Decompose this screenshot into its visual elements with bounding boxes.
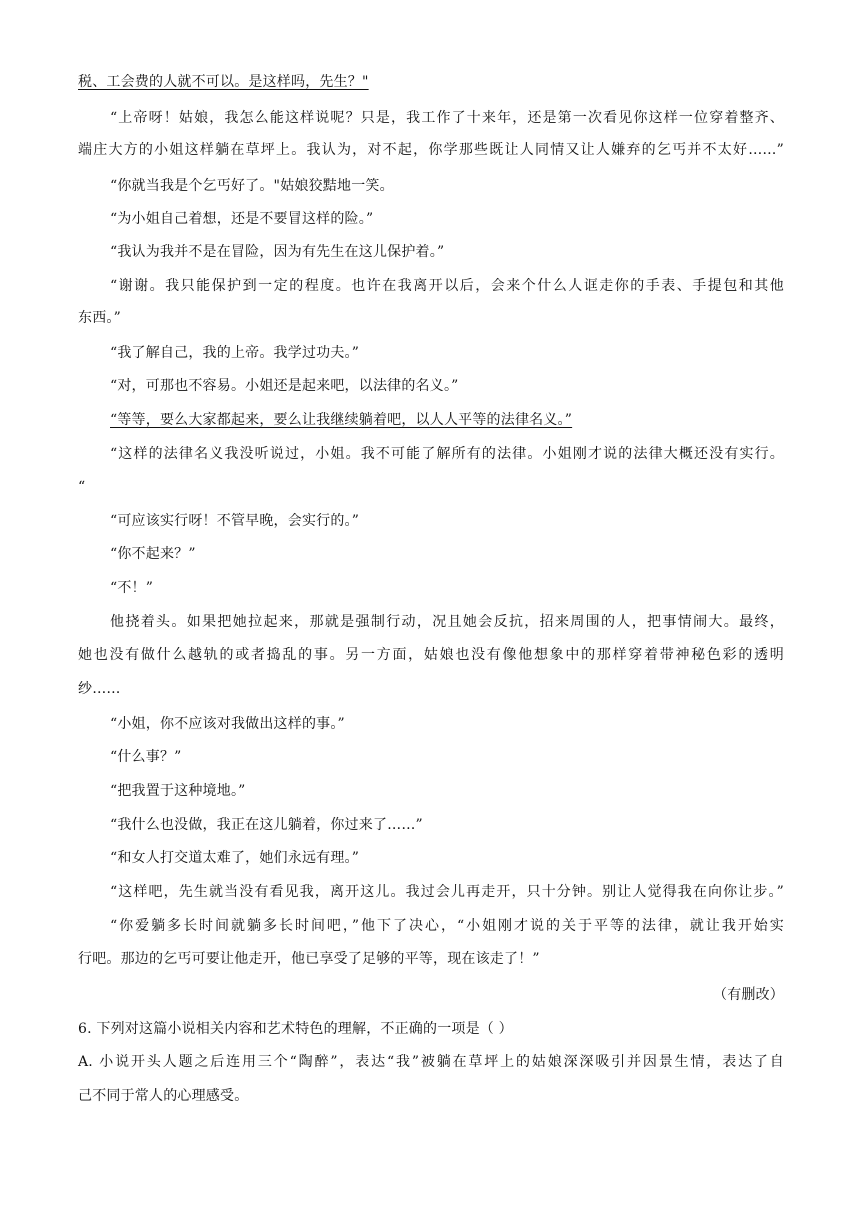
option-a-line-1: A. 小说开头人题之后连用三个“陶醉”，表达“我”被躺在草坪上的姑娘深深吸引并因景生情，表达了自 [78,1054,784,1070]
text-line-8: 东西。” [78,310,121,326]
text-line-18: 她也没有做什么越轨的或者捣乱的事。另一方面，姑娘也没有像他想象中的那样穿着带神秘色彩的透明 [78,647,784,663]
text-line-17: 他挠着头。如果把她拉起来，那就是强制行动，况且她会反抗，招来周围的人，把事情闹大。最终， [110,614,784,630]
text-line-2: “上帝呀！姑娘，我怎么能这样说呢？只是，我工作了十来年，还是第一次看见你这样一位穿着整齐、 [110,110,784,126]
text-line-6: “我认为我并不是在冒险，因为有先生在这儿保护着。” [110,244,445,260]
text-line-26: “你爱躺多长时间就躺多长时间吧，”他下了决心，“小姐刚才说的关于平等的法律，就让我开始实 [110,918,784,934]
text-line-27: 行吧。那边的乞丐可要让他走开，他已享受了足够的平等，现在该走了！” [78,951,540,967]
text-line-7: “谢谢。我只能保护到一定的程度。也许在我离开以后，会来个什么人诓走你的手表、手提包和其他 [110,278,784,294]
text-line-21: “什么事？” [110,749,182,765]
text-line-10: “对，可那也不容易。小姐还是起来吧，以法律的名义。” [110,378,459,394]
text-line-20: “小姐，你不应该对我做出这样的事。” [110,716,345,732]
text-line-19: 纱…… [78,681,121,697]
text-line-3: 端庄大方的小姐这样躺在草坪上。我认为，对不起，你学那些既让人同情又让人嫌弃的乞丐并不太好……” [78,142,784,158]
text-line-9: “我了解自己，我的上帝。我学过功夫。” [110,345,360,361]
text-line-16: “不！” [110,580,154,596]
option-a-line-2: 己不同于常人的心理感受。 [78,1088,249,1104]
text-line-24: “和女人打交道太难了，她们永远有理。” [110,850,360,866]
text-line-15: “你不起来？” [110,546,196,562]
text-line-5: “为小姐自己着想，还是不要冒这样的险。” [110,211,374,227]
source-note: （有删改） [713,987,784,1003]
text-line-13: “ [78,479,86,495]
text-line-12: “这样的法律名义我没听说过，小姐。我不可能了解所有的法律。小姐刚才说的法律大概还没有实行。 [110,446,784,462]
text-line-11: “等等，要么大家都起来，要么让我继续躺着吧，以人人平等的法律名义。” [110,412,573,428]
text-line-14: “可应该实行呀！不管早晚，会实行的。” [110,513,360,529]
text-line-25: “这样吧，先生就当没有看见我，离开这儿。我过会儿再走开，只十分钟。别让人觉得我在向你让步。” [110,884,784,900]
text-line-1: 税、工会费的人就不可以。是这样吗，先生？" [78,74,369,90]
text-line-4: “你就当我是个乞丐好了。"姑娘狡黠地一笑。 [110,178,394,194]
text-line-23: “我什么也没做，我正在这儿躺着，你过来了……” [110,817,423,833]
text-line-22: “把我置于这种境地。” [110,783,246,799]
question-6: 6. 下列对这篇小说相关内容和艺术特色的理解，不正确的一项是（ ） [78,1021,513,1037]
